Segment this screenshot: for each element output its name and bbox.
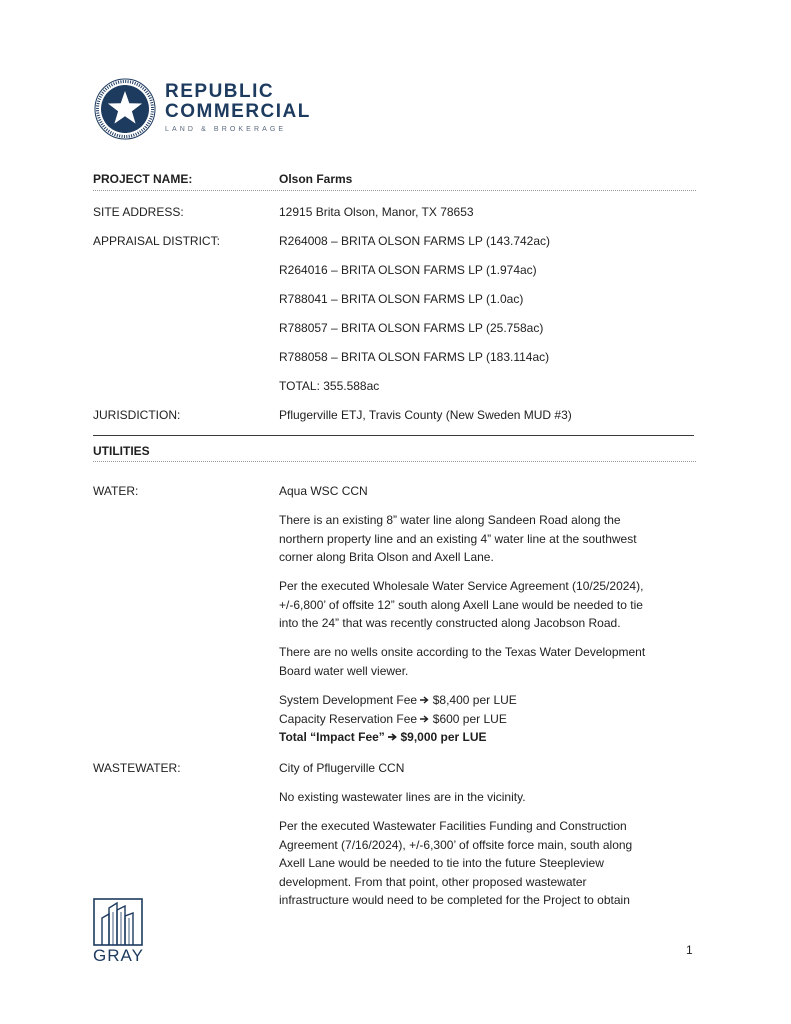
- right-arrow-icon: [420, 696, 429, 704]
- text-line: Axell Lane would be needed to tie into the future Steepleview: [279, 856, 604, 870]
- text-line: There is an existing 8” water line along Sandeen Road along the: [279, 513, 621, 527]
- text-line: corner along Brita Olson and Axell Lane.: [279, 550, 494, 564]
- appraisal-item: R264016 – BRITA OLSON FARMS LP (1.974ac): [279, 263, 537, 277]
- star-seal-icon: [94, 78, 156, 140]
- text-line: infrastructure would need to be completed for the Project to obtain: [279, 893, 630, 907]
- republic-commercial-logo: [94, 78, 344, 142]
- wastewater-paragraph-2: [279, 817, 699, 910]
- appraisal-item: R788057 – BRITA OLSON FARMS LP (25.758ac): [279, 321, 544, 335]
- text-line: There are no wells onsite according to the Texas Water Development: [279, 645, 646, 659]
- wastewater-label: WASTEWATER:: [93, 761, 181, 775]
- section-rule: [93, 435, 694, 436]
- text-line: Agreement (7/16/2024), +/-6,300’ of offsite force main, south along: [279, 837, 633, 852]
- text-line: Per the executed Wholesale Water Service Agreement (10/25/2024),: [279, 579, 644, 593]
- text-line: northern property line and an existing 4” water line at the southwest: [279, 531, 637, 546]
- impact-fee-list: [279, 691, 699, 747]
- building-logo-icon: [93, 898, 143, 946]
- water-paragraph-2: [279, 577, 699, 633]
- text-line: Per the executed Wastewater Facilities Funding and Construction: [279, 819, 627, 833]
- gray-logo-wordmark: GRAY: [93, 946, 144, 965]
- right-arrow-icon: [420, 715, 429, 723]
- appraisal-item: R788058 – BRITA OLSON FARMS LP (183.114ac): [279, 350, 550, 364]
- text-line: +/-6,800’ of offsite 12” south along Axell Lane would be needed to tie: [279, 597, 643, 612]
- utilities-heading: UTILITIES: [93, 444, 150, 458]
- divider: [93, 461, 696, 462]
- fee-value: $8,400 per LUE: [432, 693, 517, 707]
- divider: [93, 190, 696, 191]
- system-development-fee-line: [279, 691, 699, 710]
- brand-line-1: REPUBLIC: [165, 81, 275, 102]
- text-line: No existing wastewater lines are in the vicinity.: [279, 790, 526, 804]
- project-name-value: Olson Farms: [279, 172, 353, 186]
- jurisdiction-value: Pflugerville ETJ, Travis County (New Sweden MUD #3): [279, 408, 572, 422]
- jurisdiction-label: JURISDICTION:: [93, 408, 181, 422]
- text-line: into the 24” that was recently constructed along Jacobson Road.: [279, 616, 621, 630]
- right-arrow-icon: [388, 733, 397, 741]
- brand-tagline: LAND & BROKERAGE: [165, 126, 287, 133]
- fee-label: Total “Impact Fee”: [279, 730, 385, 744]
- water-label: WATER:: [93, 484, 139, 498]
- page-number: 1: [686, 943, 693, 957]
- fee-label: Capacity Reservation Fee: [279, 711, 418, 726]
- total-impact-fee-line: [279, 728, 699, 747]
- fee-value: $600 per LUE: [432, 711, 507, 726]
- water-paragraph-1: [279, 511, 699, 567]
- text-line: development. From that point, other proposed wastewater: [279, 874, 587, 889]
- appraisal-item: R264008 – BRITA OLSON FARMS LP (143.742ac): [279, 234, 551, 248]
- appraisal-item: R788041 – BRITA OLSON FARMS LP (1.0ac): [279, 292, 524, 306]
- text-line: Board water well viewer.: [279, 663, 409, 678]
- capacity-reservation-fee-line: [279, 710, 699, 729]
- brand-line-2: COMMERCIAL: [165, 101, 311, 122]
- wastewater-provider: City of Pflugerville CCN: [279, 761, 405, 775]
- wastewater-paragraph-1: [279, 788, 699, 807]
- project-name-label: PROJECT NAME:: [93, 172, 193, 186]
- gray-logo: [93, 898, 143, 966]
- site-address-value: 12915 Brita Olson, Manor, TX 78653: [279, 205, 474, 219]
- fee-label: System Development Fee: [279, 693, 418, 707]
- appraisal-district-label: APPRAISAL DISTRICT:: [93, 234, 220, 248]
- fee-value: $9,000 per LUE: [400, 730, 487, 744]
- appraisal-total: TOTAL: 355.588ac: [279, 379, 380, 393]
- water-paragraph-3: [279, 643, 699, 680]
- water-provider: Aqua WSC CCN: [279, 484, 368, 498]
- site-address-label: SITE ADDRESS:: [93, 205, 184, 219]
